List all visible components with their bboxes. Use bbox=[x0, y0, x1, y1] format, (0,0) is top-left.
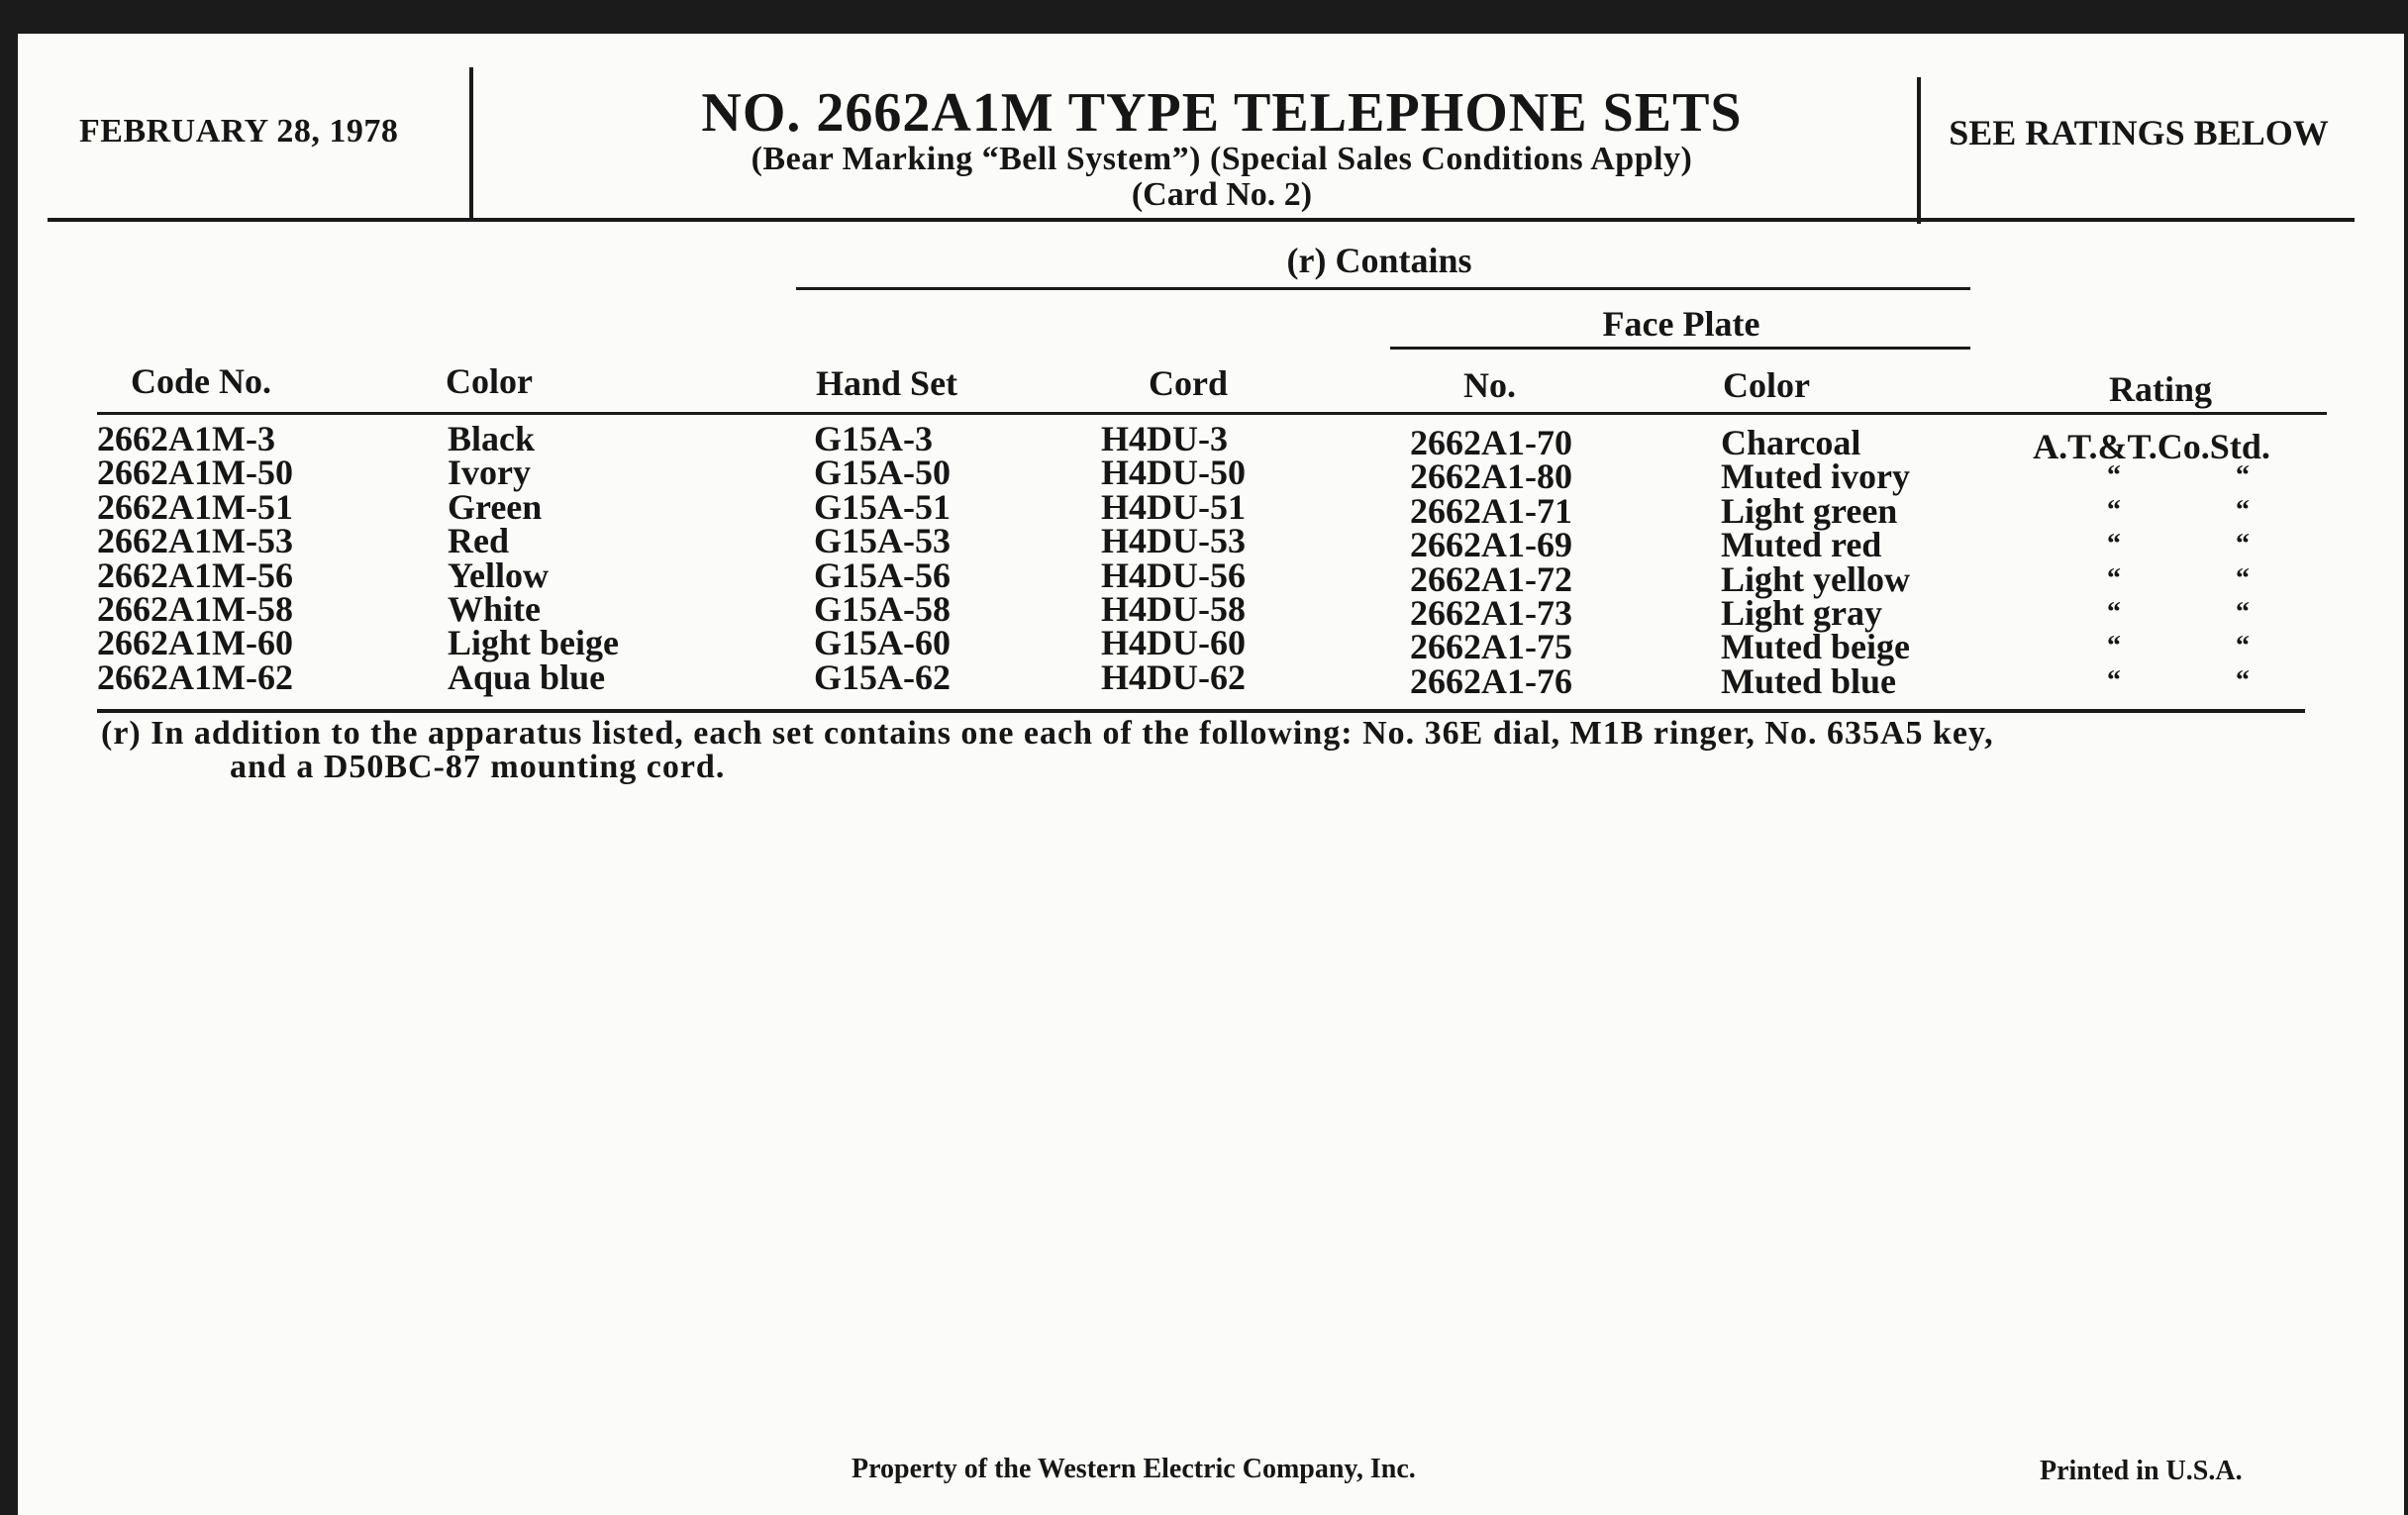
header-divider-left bbox=[469, 67, 473, 220]
column-header-faceplate-no: No. bbox=[1463, 365, 1516, 405]
header-rule bbox=[48, 218, 2355, 222]
faceplate-group-header: Face Plate bbox=[1602, 304, 1760, 344]
faceplate-no-cell: 2662A1-72 bbox=[1410, 558, 1572, 599]
hand-set-cell: G15A-60 bbox=[814, 623, 951, 663]
cord-cell: H4DU-56 bbox=[1101, 555, 1246, 595]
header-divider-right bbox=[1917, 77, 1921, 224]
rating-ditto-mark: “ bbox=[2107, 562, 2121, 594]
code-cell: 2662A1M-60 bbox=[97, 623, 293, 663]
rating-ditto-mark: “ bbox=[2236, 494, 2250, 526]
rating-ditto-mark: “ bbox=[2236, 460, 2250, 492]
faceplate-color-cell: Light green bbox=[1721, 490, 1898, 531]
document-title: NO. 2662A1M TYPE TELEPHONE SETS bbox=[701, 82, 1743, 144]
cord-cell: H4DU-60 bbox=[1101, 623, 1246, 663]
code-cell: 2662A1M-3 bbox=[97, 419, 275, 458]
issue-date: FEBRUARY 28, 1978 bbox=[79, 113, 399, 150]
code-cell: 2662A1M-53 bbox=[97, 521, 293, 561]
color-cell: White bbox=[448, 588, 541, 629]
contains-rule bbox=[796, 287, 1970, 290]
faceplate-color-cell: Muted blue bbox=[1721, 660, 1897, 701]
hand-set-cell: G15A-51 bbox=[814, 486, 951, 527]
hand-set-cell: G15A-58 bbox=[814, 588, 951, 629]
document-subtitle: (Bear Marking “Bell System”) (Special Sales Conditions Apply) bbox=[751, 141, 1693, 177]
cord-cell: H4DU-3 bbox=[1101, 419, 1228, 458]
ratings-note: SEE RATINGS BELOW bbox=[1949, 113, 2329, 152]
column-header-faceplate-color: Color bbox=[1723, 365, 1810, 405]
footnote-line-1: (r) In addition to the apparatus listed, each set contains one each of the following: No. 36E dial, M1B ringer, No. 635A5 key, bbox=[101, 715, 1994, 752]
cord-cell: H4DU-50 bbox=[1101, 453, 1246, 493]
hand-set-cell: G15A-56 bbox=[814, 555, 951, 595]
column-header-code: Code No. bbox=[131, 361, 271, 401]
faceplate-color-cell: Muted ivory bbox=[1721, 456, 1910, 497]
faceplate-no-cell: 2662A1-80 bbox=[1410, 456, 1572, 497]
code-cell: 2662A1M-62 bbox=[97, 656, 293, 697]
card-number: (Card No. 2) bbox=[1131, 176, 1313, 213]
table-body bbox=[18, 419, 2404, 701]
table-row bbox=[18, 419, 2404, 466]
hand-set-cell: G15A-3 bbox=[814, 419, 933, 458]
rating-ditto-mark: “ bbox=[2236, 631, 2250, 662]
faceplate-no-cell: 2662A1-70 bbox=[1410, 423, 1572, 462]
contains-group-header: (r) Contains bbox=[1286, 241, 1472, 280]
hand-set-cell: G15A-62 bbox=[814, 656, 951, 697]
table-row bbox=[18, 453, 2404, 497]
color-cell: Red bbox=[448, 521, 509, 561]
faceplate-no-cell: 2662A1-75 bbox=[1410, 627, 1572, 667]
color-cell: Ivory bbox=[448, 453, 531, 493]
table-row bbox=[18, 555, 2404, 599]
rating-ditto-mark: “ bbox=[2236, 596, 2250, 628]
cord-cell: H4DU-53 bbox=[1101, 521, 1246, 561]
faceplate-color-cell: Charcoal bbox=[1721, 423, 1861, 462]
column-header-cord: Cord bbox=[1149, 363, 1228, 403]
rating-ditto-mark: “ bbox=[2236, 664, 2250, 696]
code-cell: 2662A1M-58 bbox=[97, 588, 293, 629]
faceplate-no-cell: 2662A1-69 bbox=[1410, 525, 1572, 565]
color-cell: Light beige bbox=[448, 623, 620, 663]
table-row bbox=[18, 656, 2404, 701]
faceplate-color-cell: Muted red bbox=[1721, 525, 1882, 565]
rating-ditto-mark: “ bbox=[2107, 529, 2121, 560]
cord-cell: H4DU-62 bbox=[1101, 656, 1246, 697]
table-row bbox=[18, 588, 2404, 633]
rating-ditto-mark: “ bbox=[2107, 494, 2121, 526]
faceplate-no-cell: 2662A1-71 bbox=[1410, 490, 1572, 531]
column-header-hand-set: Hand Set bbox=[816, 363, 958, 403]
rating-cell: A.T.&T.Co.Std. bbox=[2033, 427, 2270, 466]
rating-ditto-mark: “ bbox=[2107, 631, 2121, 662]
document-card bbox=[18, 34, 2404, 1515]
color-cell: Yellow bbox=[448, 555, 549, 595]
color-cell: Black bbox=[448, 419, 536, 458]
rating-ditto-mark: “ bbox=[2107, 596, 2121, 628]
hand-set-cell: G15A-50 bbox=[814, 453, 951, 493]
hand-set-cell: G15A-53 bbox=[814, 521, 951, 561]
color-cell: Green bbox=[448, 486, 543, 527]
column-header-rating: Rating bbox=[2109, 369, 2213, 409]
table-row bbox=[18, 623, 2404, 667]
column-header-color: Color bbox=[446, 361, 533, 401]
footnote bbox=[101, 717, 2319, 784]
rating-ditto-mark: “ bbox=[2236, 562, 2250, 594]
faceplate-color-cell: Light gray bbox=[1721, 592, 1883, 633]
faceplate-color-cell: Muted beige bbox=[1721, 627, 1910, 667]
footer-property-notice: Property of the Western Electric Company, Inc. bbox=[852, 1454, 1416, 1484]
code-cell: 2662A1M-50 bbox=[97, 453, 293, 493]
color-cell: Aqua blue bbox=[448, 656, 606, 697]
faceplate-rule bbox=[1390, 347, 1970, 350]
code-cell: 2662A1M-51 bbox=[97, 486, 293, 527]
faceplate-color-cell: Light yellow bbox=[1721, 558, 1911, 599]
faceplate-no-cell: 2662A1-73 bbox=[1410, 592, 1572, 633]
cord-cell: H4DU-58 bbox=[1101, 588, 1246, 629]
table-bottom-rule bbox=[97, 709, 2305, 713]
table-row bbox=[18, 521, 2404, 565]
faceplate-no-cell: 2662A1-76 bbox=[1410, 660, 1572, 701]
footnote-line-2: and a D50BC-87 mounting cord. bbox=[230, 749, 726, 785]
table-row bbox=[18, 486, 2404, 531]
rating-ditto-mark: “ bbox=[2236, 529, 2250, 560]
rating-ditto-mark: “ bbox=[2107, 664, 2121, 696]
table-header-rule bbox=[97, 412, 2327, 415]
cord-cell: H4DU-51 bbox=[1101, 486, 1246, 527]
rating-ditto-mark: “ bbox=[2107, 460, 2121, 492]
footer-printed-in: Printed in U.S.A. bbox=[2040, 1456, 2243, 1486]
code-cell: 2662A1M-56 bbox=[97, 555, 293, 595]
